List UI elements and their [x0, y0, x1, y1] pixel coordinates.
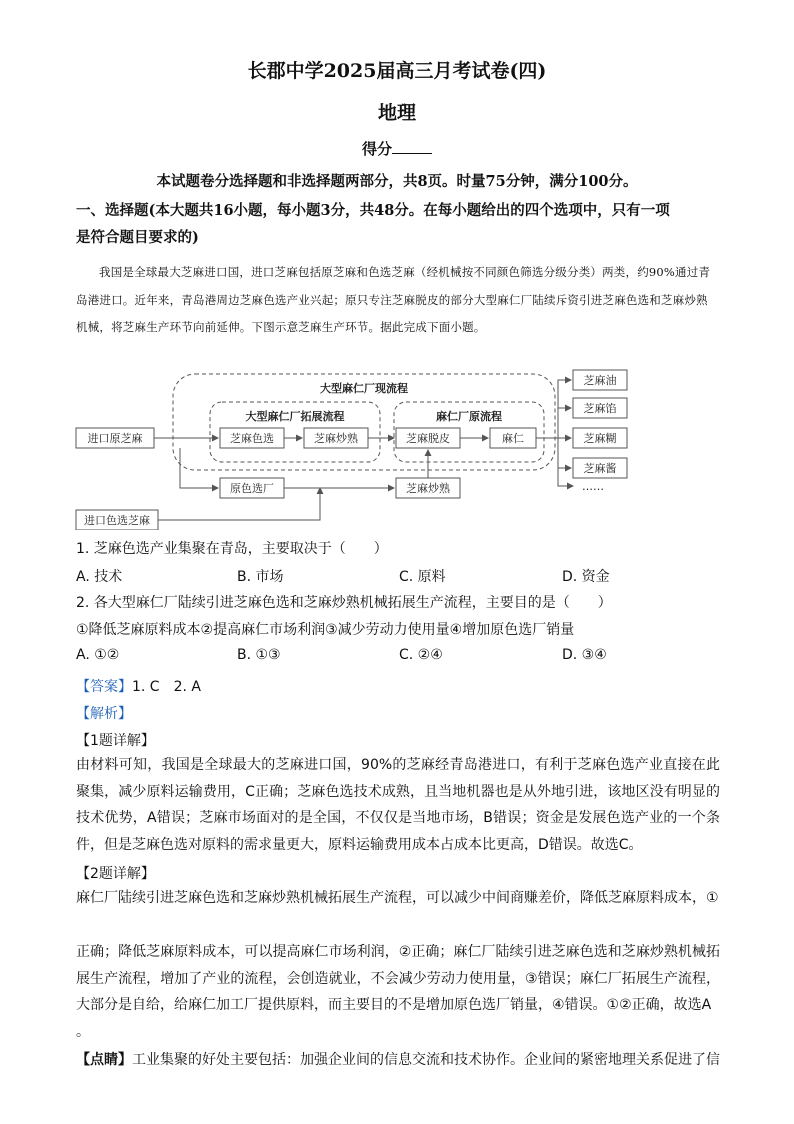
- section-heading-line1: 一、选择题(本大题共16小题，每小题3分，共48分。在每小题给出的四个选项中，只有一项: [76, 202, 670, 219]
- product-list: [573, 370, 627, 493]
- q2-option-c: C. ②④: [399, 647, 443, 663]
- exam-title: 长郡中学2025届高三月考试卷(四): [247, 60, 547, 82]
- product-item: 芝麻酱: [583, 462, 617, 475]
- tip-label: 【点睛】: [76, 1052, 132, 1068]
- tip-line: [76, 1047, 720, 1074]
- node-roast1: 芝麻炒熟: [314, 432, 358, 445]
- analysis-line: [76, 703, 132, 723]
- question-2-stem: 2. 各大型麻仁厂陆续引进芝麻色选和芝麻炒熟机械拓展生产流程，主要目的是（ ）: [76, 595, 612, 611]
- node-kernel: 麻仁: [502, 432, 524, 445]
- q1-option-c: C. 原料: [399, 569, 446, 585]
- node-import-sorted: 进口色选芝麻: [84, 514, 150, 527]
- node-import-raw: 进口原芝麻: [87, 432, 143, 445]
- answer-label: 【答案】: [76, 679, 132, 695]
- material-text: 我国是全球最大芝麻进口国，进口芝麻包括原芝麻和色选芝麻（经机械按不同颜色筛选分级分类）两类，约90%通过青岛港进口。近年来，青岛港周边芝麻色选产业兴起；原只专注芝麻脱皮的部分大型麻仁厂陆续斥资引进芝麻色选和芝麻炒熟机械，将芝麻生产环节向前延伸。下图示意芝麻生产环节。据此完成下面小题。: [76, 265, 711, 334]
- section-heading: [76, 197, 726, 251]
- node-sort: 芝麻色选: [230, 432, 274, 445]
- product-item: 芝麻糊: [583, 432, 617, 445]
- section-heading-line2: 是符合题目要求的): [76, 229, 199, 246]
- detail2-label: 【2题详解】: [76, 866, 155, 882]
- node-peel: 芝麻脱皮: [406, 432, 450, 445]
- expand-flow-label: 大型麻仁厂拓展流程: [245, 410, 345, 423]
- answer-text: 1. C 2. A: [132, 679, 201, 695]
- product-item: 芝麻油: [583, 374, 617, 387]
- q1-option-b: B. 市场: [237, 569, 284, 585]
- detail2-text3: 。: [76, 1024, 90, 1040]
- node-roast2: 芝麻炒熟: [406, 482, 450, 495]
- score-label: 得分: [361, 140, 392, 158]
- detail2-line: [76, 863, 155, 883]
- score-line: [0, 138, 794, 159]
- product-item: ……: [582, 480, 604, 493]
- orig-flow-label: 麻仁厂原流程: [436, 410, 502, 423]
- node-orig-sort-factory: 原色选厂: [230, 482, 274, 495]
- big-flow-label: 大型麻仁厂现流程: [320, 382, 408, 395]
- sesame-process-diagram: [70, 368, 710, 530]
- answer-line: [76, 676, 201, 696]
- flow-arrows: [154, 380, 573, 520]
- tip-text: 工业集聚的好处主要包括：加强企业间的信息交流和技术协作。企业间的紧密地理关系促进了信: [132, 1052, 720, 1068]
- detail1-line: [76, 730, 155, 750]
- q1-option-a: A. 技术: [76, 569, 123, 585]
- q1-option-d: D. 资金: [562, 569, 610, 585]
- question-1-stem: 1. 芝麻色选产业集聚在青岛，主要取决于（ ）: [76, 541, 388, 557]
- q2-option-b: B. ①③: [237, 647, 281, 663]
- score-blank: [392, 139, 432, 154]
- detail2-text1: 麻仁厂陆续引进芝麻色选和芝麻炒熟机械拓展生产流程，可以减少中间商赚差价，降低芝麻原料成本，①: [76, 890, 719, 906]
- question-2-statements: ①降低芝麻原料成本②提高麻仁市场利润③减少劳动力使用量④增加原色选厂销量: [76, 622, 575, 638]
- q2-option-a: A. ①②: [76, 647, 120, 663]
- analysis-label: 【解析】: [76, 706, 132, 722]
- detail1-text: 由材料可知，我国是全球最大的芝麻进口国，90%的芝麻经青岛港进口，有利于芝麻色选产业直接在此聚集，减少原料运输费用，C正确；芝麻色选技术成熟，且当地机器也是从外地引进，该地区没有明显的技术优势，A错误；芝麻市场面对的是全国，不仅仅是当地市场，B错误；资金是发展色选产业的一个条件，但是芝麻色选对原料的需求量更大，原料运输费用成本占成本比更高，D错误。故选C。: [76, 757, 720, 853]
- q2-option-d: D. ③④: [562, 647, 607, 663]
- exam-notice: 本试题卷分选择题和非选择题两部分，共8页。时量75分钟，满分100分。: [156, 173, 638, 190]
- subject-title: 地理: [377, 102, 416, 124]
- product-item: 芝麻馅: [583, 402, 617, 415]
- detail2-text2: 正确；降低芝麻原料成本，可以提高麻仁市场利润，②正确；麻仁厂陆续引进芝麻色选和芝麻炒熟机械拓展生产流程，增加了产业的流程，会创造就业，不会减少劳动力使用量，③错误；麻仁厂拓展生产流程，大部分是自给，给麻仁加工厂提供原料，而主要目的不是增加原色选厂销量，④错误。①②正确，故选A: [76, 944, 720, 1013]
- detail1-label: 【1题详解】: [76, 733, 155, 749]
